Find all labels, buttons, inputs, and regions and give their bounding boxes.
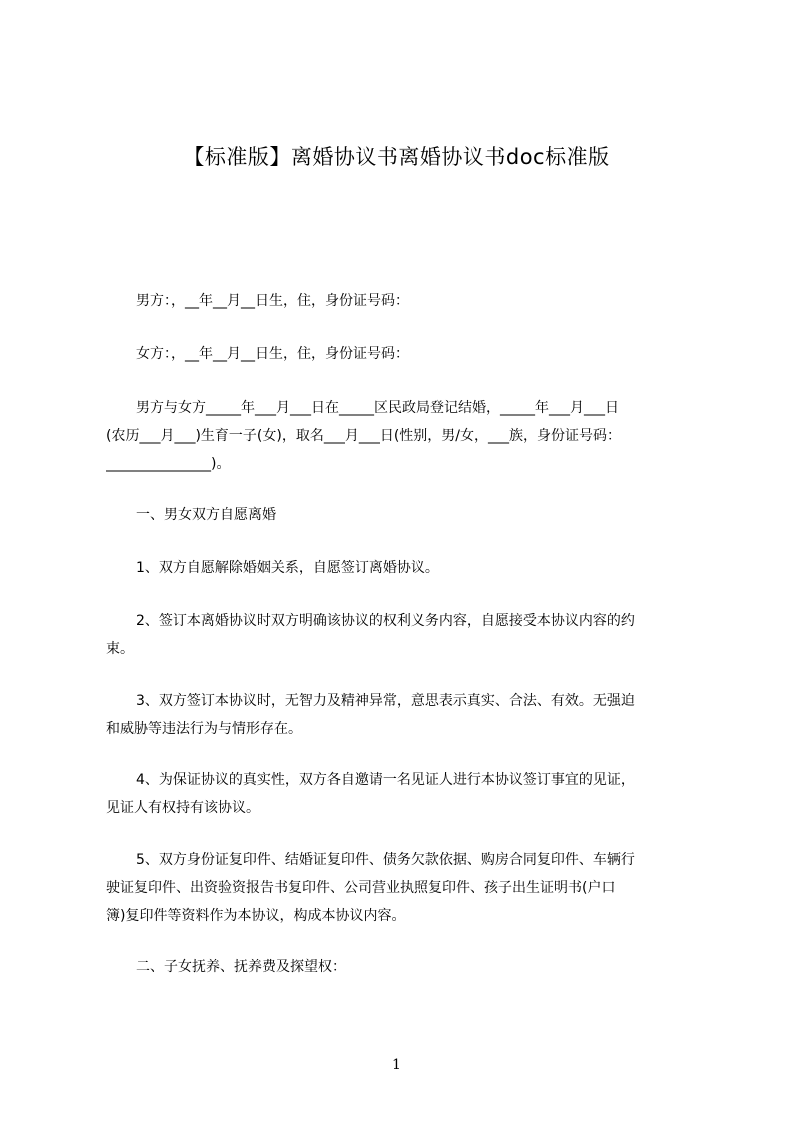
clause-2 xyxy=(106,607,706,663)
section-heading-voluntary-divorce xyxy=(106,501,706,529)
paragraph-female-party xyxy=(106,340,706,368)
clause-3 xyxy=(106,687,706,743)
paragraph-line: 见证人有权持有该协议。 xyxy=(106,800,260,816)
paragraph-line: 一、男女双方自愿离婚 xyxy=(136,507,276,523)
paragraph-line: 2、签订本离婚协议时双方明确该协议的权利义务内容，自愿接受本协议内容的约 xyxy=(136,613,635,629)
paragraph-line: 女方：，__年__月__日生，住，身份证号码： xyxy=(136,346,409,362)
clause-4 xyxy=(106,766,706,822)
paragraph-line: 二、子女抚养、抚养费及探望权： xyxy=(136,959,346,975)
page-number: 1 xyxy=(392,1057,401,1073)
paragraph-line: 1、双方自愿解除婚姻关系，自愿签订离婚协议。 xyxy=(136,560,439,576)
paragraph-line: _______________)。 xyxy=(106,456,231,472)
paragraph-line: 和威胁等违法行为与情形存在。 xyxy=(106,721,302,737)
paragraph-line: 男方与女方_____年___月___日在_____区民政局登记结婚，_____年___月___日 xyxy=(136,400,619,416)
paragraph-male-party xyxy=(106,287,706,315)
paragraph-marriage-info xyxy=(106,394,706,478)
paragraph-line: 3、双方签订本协议时，无智力及精神异常，意思表示真实、合法、有效。无强迫 xyxy=(136,693,635,709)
paragraph-line: (农历___月___)生育一子(女)，取名___月___日(性别，男/女，___族，身份证号码： xyxy=(106,428,622,444)
clause-5 xyxy=(106,846,706,930)
document-title: 【标准版】离婚协议书离婚协议书doc标准版 xyxy=(183,145,610,169)
paragraph-line: 4、为保证协议的真实性，双方各自邀请一名见证人进行本协议签订事宜的见证， xyxy=(136,772,635,788)
paragraph-line: 5、双方身份证复印件、结婚证复印件、债务欠款依据、购房合同复印件、车辆行 xyxy=(136,852,635,868)
paragraph-line: 男方：，__年__月__日生，住，身份证号码： xyxy=(136,293,409,309)
paragraph-line: 束。 xyxy=(106,641,134,657)
clause-1 xyxy=(106,554,706,582)
paragraph-line: 驶证复印件、出资验资报告书复印件、公司营业执照复印件、孩子出生证明书(户口 xyxy=(106,880,616,896)
section-heading-child-custody xyxy=(106,953,706,981)
paragraph-line: 簿)复印件等资料作为本协议，构成本协议内容。 xyxy=(106,908,406,924)
